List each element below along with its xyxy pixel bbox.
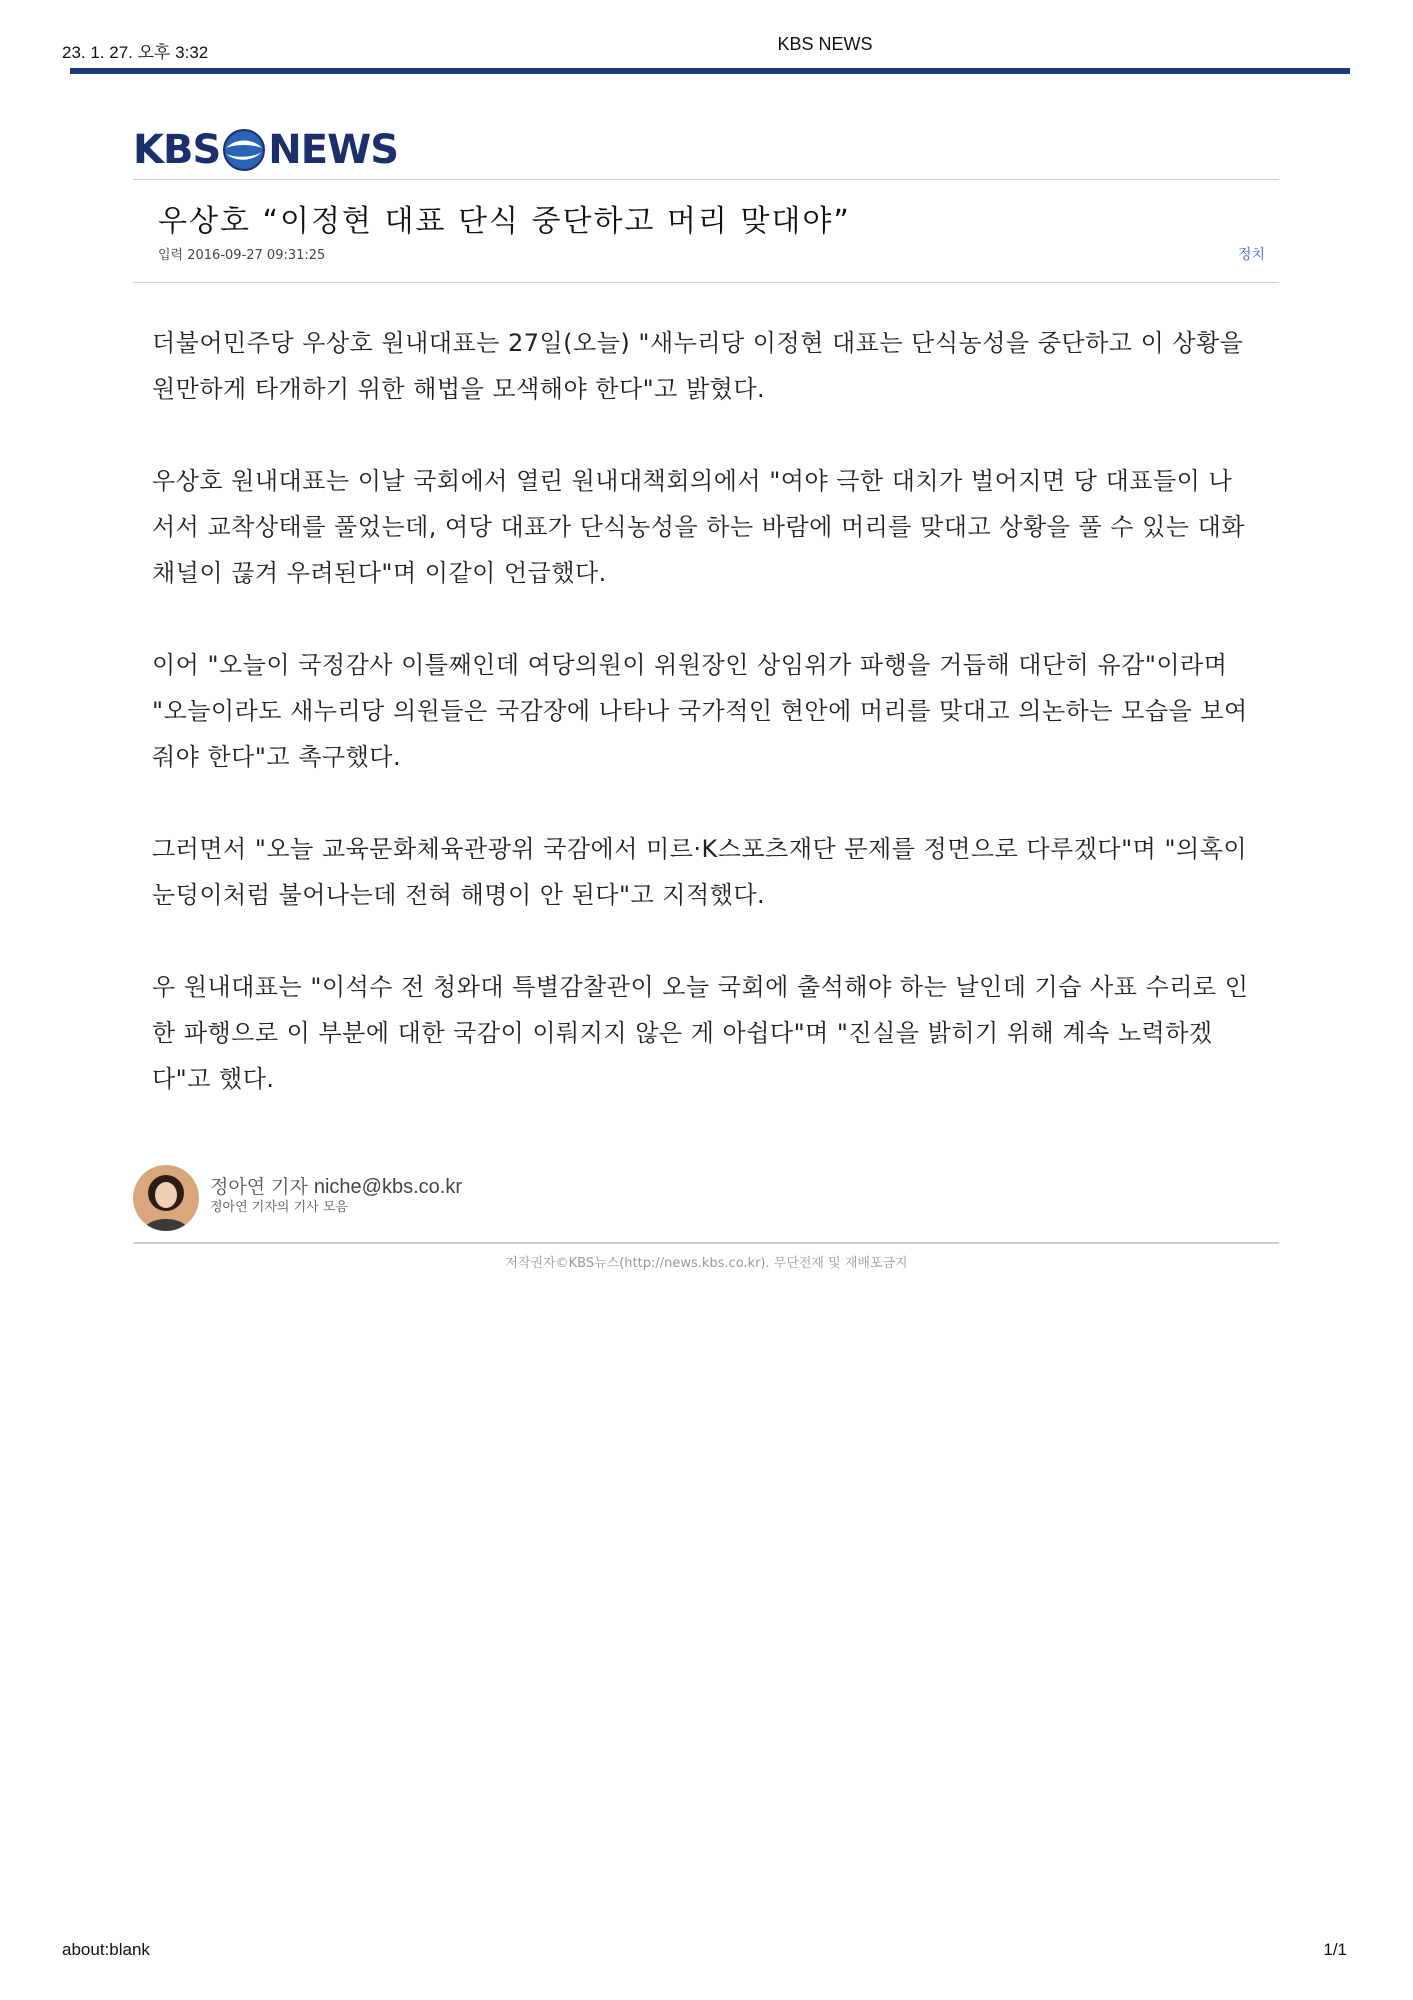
article-paragraph: 우상호 원내대표는 이날 국회에서 열린 원내대책회의에서 "여야 극한 대치가 벌어지면 당 대표들이 나서서 교착상태를 풀었는데, 여당 대표가 단식농성을 하는 바람에 머리를 맞대고 상황을 풀 수 있는 대화 채널이 끊겨 우려된다"며 이같이 언급했다. (152, 467, 1245, 587)
print-url: about:blank (62, 1940, 150, 1959)
author-articles-link[interactable]: 정아연 기자의 기사 모음 (210, 1200, 348, 1215)
category-link[interactable]: 정치 (1237, 247, 1265, 263)
article-headline: 우상호 “이정현 대표 단식 중단하고 머리 맞대야” (158, 204, 851, 239)
logo-news-text: NEWS (268, 127, 399, 173)
print-datetime: 23. 1. 27. 오후 3:32 (62, 43, 209, 62)
article-input-date: 입력 2016-09-27 09:31:25 (158, 248, 326, 263)
logo-kbs-text: KBS (133, 127, 221, 173)
logo-globe-icon (222, 128, 266, 172)
footer-divider (133, 1242, 1279, 1244)
header-bar (70, 68, 1350, 74)
header-divider (133, 179, 1279, 180)
author-name: 정아연 기자 (210, 1176, 308, 1198)
article-paragraph: 이어 "오늘이 국정감사 이틀째인데 여당의원이 위원장인 상임위가 파행을 거듭해 대단히 유감"이라며 "오늘이라도 새누리당 의원들은 국감장에 나타나 국가적인 현안에 머리를 맞대고 의논하는 모습을 보여줘야 한다"고 촉구했다. (152, 651, 1248, 771)
print-page-title: KBS NEWS (777, 34, 873, 54)
author-email[interactable]: niche@kbs.co.kr (313, 1176, 462, 1198)
author-avatar (133, 1165, 199, 1231)
copyright-notice: 저작권자©KBS뉴스(http://news.kbs.co.kr). 무단전재 및 재배포금지 (505, 1256, 908, 1271)
author-byline (210, 1172, 462, 1199)
kbs-news-logo[interactable] (133, 128, 398, 172)
article-paragraph: 그러면서 "오늘 교육문화체육관광위 국감에서 미르·K스포츠재단 문제를 정면으로 다루겠다"며 "의혹이 눈덩이처럼 불어나는데 전혀 해명이 안 된다"고 지적했다. (152, 835, 1248, 909)
article-paragraph: 우 원내대표는 "이석수 전 청와대 특별감찰관이 오늘 국회에 출석해야 하는 날인데 기습 사표 수리로 인한 파행으로 이 부분에 대한 국감이 이뤄지지 않은 게 아쉽다"며 "진실을 밝히기 위해 계속 노력하겠다"고 했다. (152, 973, 1249, 1093)
article-paragraph: 더불어민주당 우상호 원내대표는 27일(오늘) "새누리당 이정현 대표는 단식농성을 중단하고 이 상황을 원만하게 타개하기 위한 해법을 모색해야 한다"고 밝혔다. (152, 329, 1244, 403)
headline-divider (133, 282, 1279, 283)
article-body (152, 320, 1252, 1148)
print-page-number: 1/1 (1323, 1940, 1347, 1959)
